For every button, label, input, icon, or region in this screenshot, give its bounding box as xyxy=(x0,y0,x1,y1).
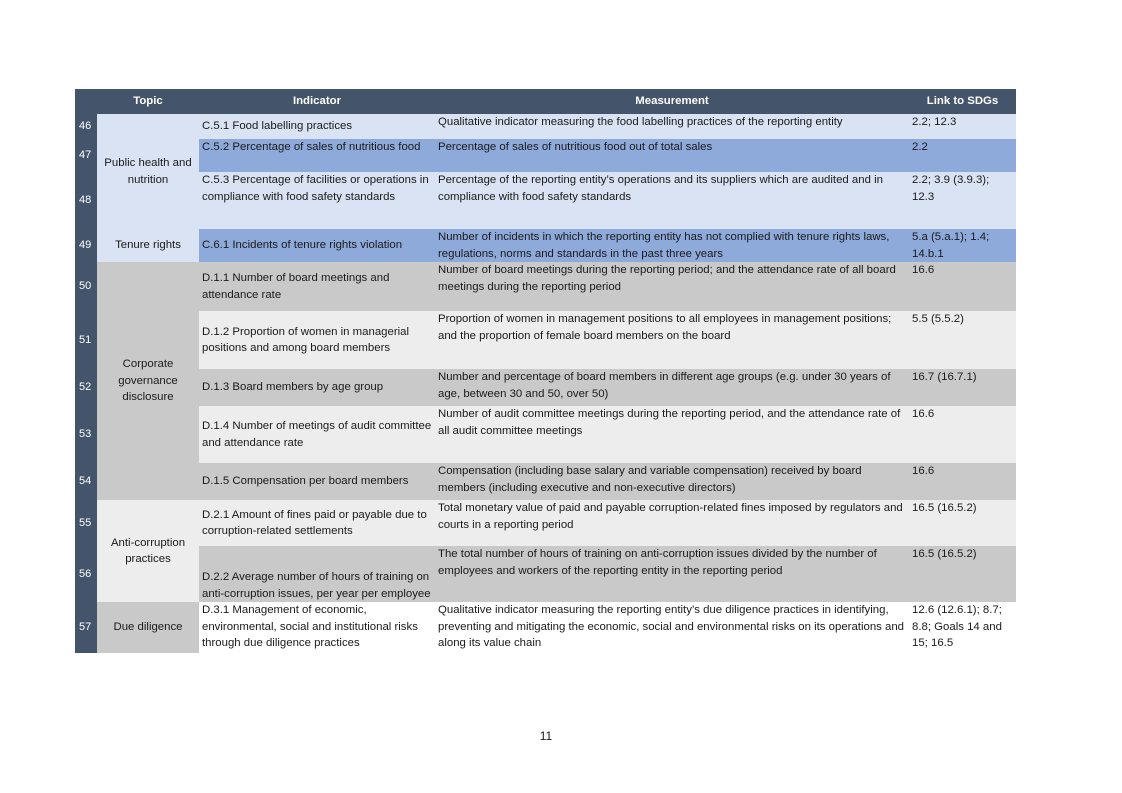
indicator-cell: D.1.4 Number of meetings of audit committee and attendance rate xyxy=(199,406,435,463)
indicator-cell: D.3.1 Management of economic, environmental, social and institutional risks through due diligence practices xyxy=(199,602,435,653)
row-number: 56 xyxy=(75,546,97,602)
sdg-cell: 2.2; 3.9 (3.9.3); 12.3 xyxy=(909,172,1016,229)
table-row xyxy=(75,546,1016,602)
table-row xyxy=(75,172,1016,229)
sdg-cell: 12.6 (12.6.1); 8.7; 8.8; Goals 14 and 15; 16.5 xyxy=(909,602,1016,653)
row-number: 50 xyxy=(75,262,97,311)
measurement-cell: Qualitative indicator measuring the food labelling practices of the reporting entity xyxy=(435,114,909,139)
sdg-cell: 5.a (5.a.1); 1.4; 14.b.1 xyxy=(909,229,1016,262)
topic-cell: Tenure rights xyxy=(97,229,199,262)
sdg-cell: 2.2; 12.3 xyxy=(909,114,1016,139)
topic-header: Topic xyxy=(97,89,199,114)
sdg-cell: 16.6 xyxy=(909,406,1016,463)
sdg-cell: 16.6 xyxy=(909,262,1016,311)
indicator-cell: D.1.5 Compensation per board members xyxy=(199,463,435,500)
topic-cell: Anti-corruption practices xyxy=(97,500,199,602)
row-number: 52 xyxy=(75,369,97,406)
measurement-cell: Total monetary value of paid and payable corruption-related fines imposed by regulators and courts in a reporting period xyxy=(435,500,909,546)
sdg-indicator-table xyxy=(75,89,1016,653)
sdg-link-header: Link to SDGs xyxy=(909,89,1016,114)
indicator-cell: D.2.1 Amount of fines paid or payable due to corruption-related settlements xyxy=(199,500,435,546)
measurement-cell: Percentage of the reporting entity’s operations and its suppliers which are audited and in compliance with food safety standards xyxy=(435,172,909,229)
measurement-cell: Proportion of women in management positions to all employees in management positions; and the proportion of female board members on the board xyxy=(435,311,909,369)
measurement-header: Measurement xyxy=(435,89,909,114)
row-number: 49 xyxy=(75,229,97,262)
table-row xyxy=(75,500,1016,546)
indicator-header: Indicator xyxy=(199,89,435,114)
table-row xyxy=(75,602,1016,653)
sdg-cell: 16.6 xyxy=(909,463,1016,500)
sdg-cell: 16.5 (16.5.2) xyxy=(909,546,1016,602)
sdg-cell: 16.5 (16.5.2) xyxy=(909,500,1016,546)
measurement-cell: Percentage of sales of nutritious food out of total sales xyxy=(435,139,909,172)
indicator-cell: C.5.3 Percentage of facilities or operations in compliance with food safety standards xyxy=(199,172,435,229)
table-row xyxy=(75,139,1016,172)
sdg-cell: 2.2 xyxy=(909,139,1016,172)
measurement-cell: Number of audit committee meetings during the reporting period, and the attendance rate of all audit committee meetings xyxy=(435,406,909,463)
table-row xyxy=(75,311,1016,369)
table-row xyxy=(75,262,1016,311)
measurement-cell: Number of board meetings during the reporting period; and the attendance rate of all board meetings during the reporting period xyxy=(435,262,909,311)
sdg-cell: 5.5 (5.5.2) xyxy=(909,311,1016,369)
row-number: 57 xyxy=(75,602,97,653)
indicator-cell: C.5.1 Food labelling practices xyxy=(199,114,435,139)
row-number: 53 xyxy=(75,406,97,463)
row-number: 46 xyxy=(75,114,97,139)
measurement-cell: Compensation (including base salary and variable compensation) received by board members (including executive and non-executive directors) xyxy=(435,463,909,500)
indicator-cell: D.2.2 Average number of hours of training on anti-corruption issues, per year per employee xyxy=(199,546,435,602)
indicator-cell: D.1.2 Proportion of women in managerial positions and among board members xyxy=(199,311,435,369)
indicator-cell: D.1.3 Board members by age group xyxy=(199,369,435,406)
topic-cell: Public health and nutrition xyxy=(97,114,199,229)
indicator-cell: C.6.1 Incidents of tenure rights violation xyxy=(199,229,435,262)
table-row xyxy=(75,463,1016,500)
indicator-cell: D.1.1 Number of board meetings and attendance rate xyxy=(199,262,435,311)
measurement-cell: Qualitative indicator measuring the reporting entity’s due diligence practices in identifying, preventing and mitigating the economic, social and environmental risks on its operations and along its value chain xyxy=(435,602,909,653)
sdg-cell: 16.7 (16.7.1) xyxy=(909,369,1016,406)
measurement-cell: The total number of hours of training on anti-corruption issues divided by the number of employees and workers of the reporting entity in the reporting period xyxy=(435,546,909,602)
row-number: 48 xyxy=(75,172,97,229)
measurement-cell: Number of incidents in which the reporting entity has not complied with tenure rights laws, regulations, norms and standards in the past three years xyxy=(435,229,909,262)
topic-cell: Corporate governance disclosure xyxy=(97,262,199,500)
row-number-header xyxy=(75,89,97,114)
measurement-cell: Number and percentage of board members in different age groups (e.g. under 30 years of age, between 30 and 50, over 50) xyxy=(435,369,909,406)
indicator-cell: C.5.2 Percentage of sales of nutritious food xyxy=(199,139,435,172)
topic-cell: Due diligence xyxy=(97,602,199,653)
row-number: 54 xyxy=(75,463,97,500)
table-row xyxy=(75,229,1016,262)
row-number: 47 xyxy=(75,139,97,172)
row-number: 55 xyxy=(75,500,97,546)
table-row xyxy=(75,406,1016,463)
row-number: 51 xyxy=(75,311,97,369)
table-row xyxy=(75,114,1016,139)
table-header-row xyxy=(75,89,1016,114)
table-row xyxy=(75,369,1016,406)
page-number: 11 xyxy=(539,729,553,743)
